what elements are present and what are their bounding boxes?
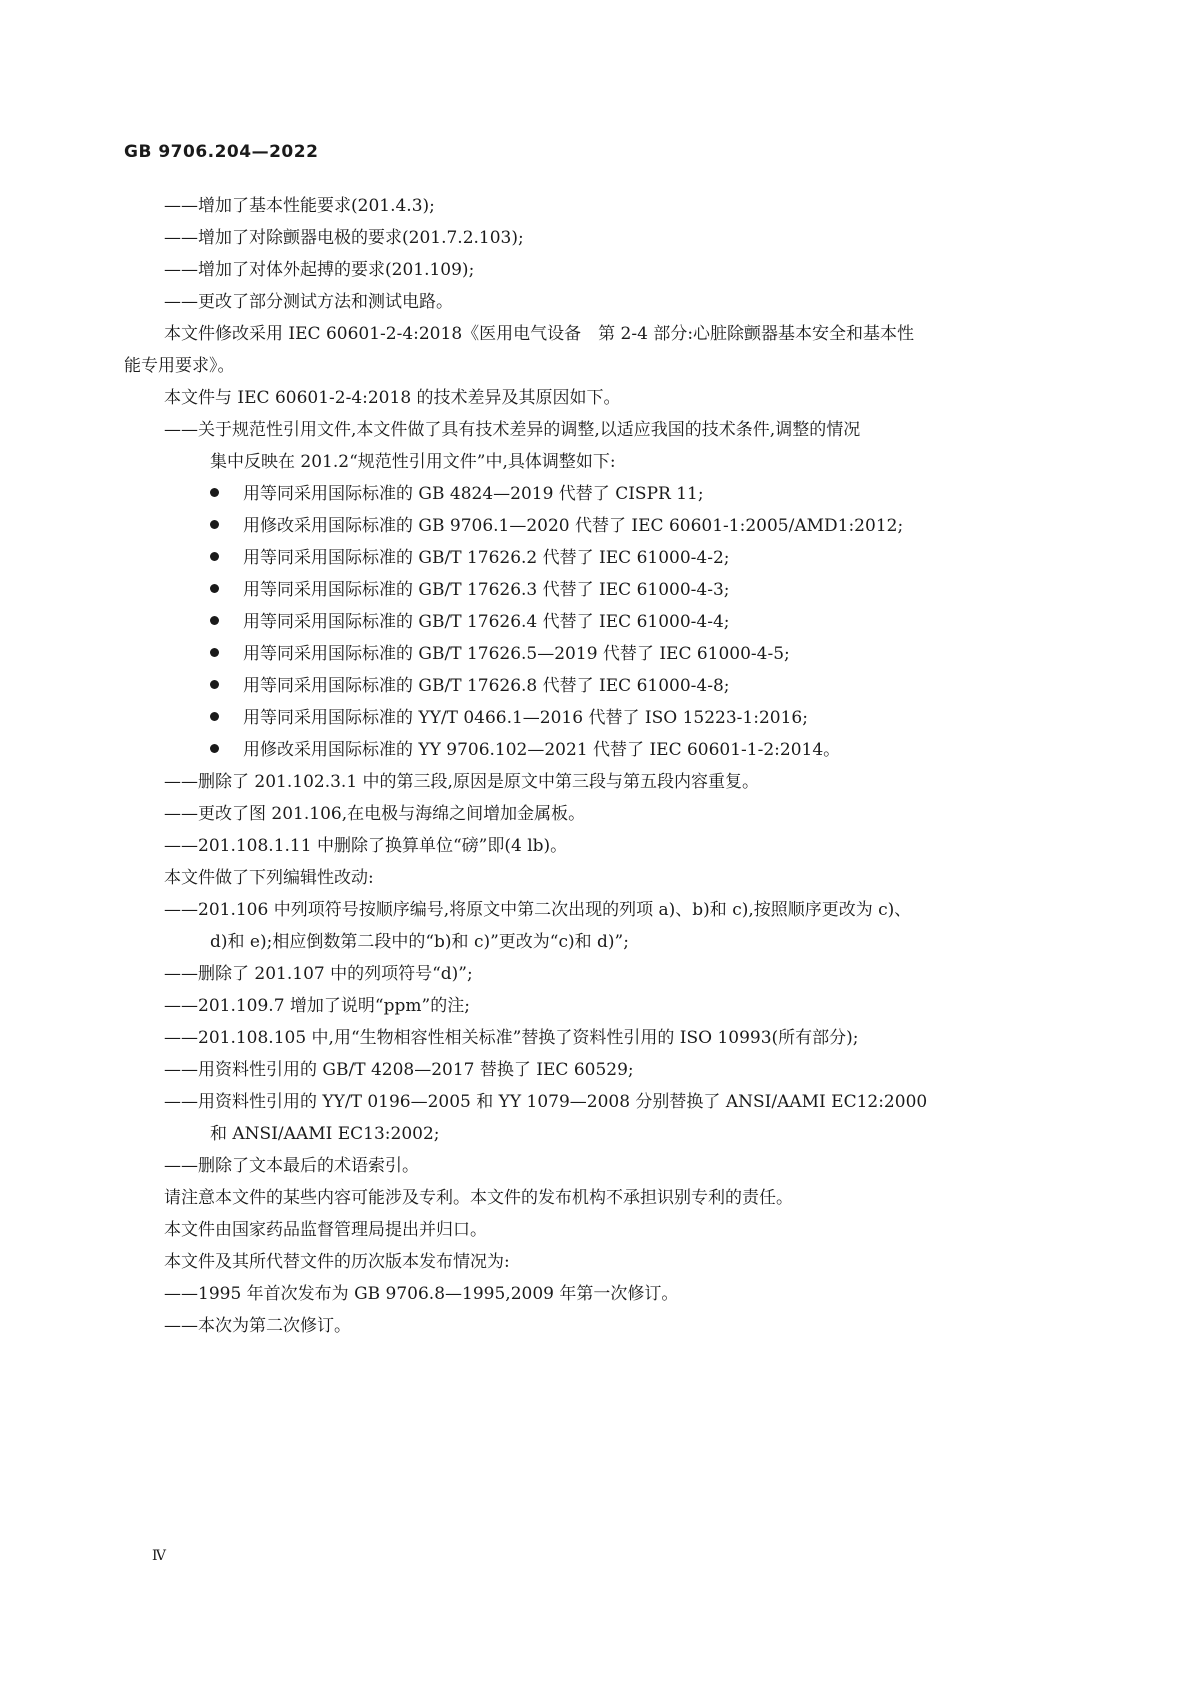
bullet-list-item bbox=[124, 638, 1054, 670]
line-text: 本文件与 IEC 60601-2-4:2018 的技术差异及其原因如下。 bbox=[164, 388, 621, 408]
bullet-icon bbox=[210, 584, 219, 593]
dash-list-item bbox=[124, 894, 1054, 926]
bullet-icon bbox=[210, 520, 219, 529]
dash-list-item bbox=[124, 1310, 1054, 1342]
bullet-list-item bbox=[124, 574, 1054, 606]
line-text: 用等同采用国际标准的 GB 4824—2019 代替了 CISPR 11; bbox=[243, 484, 704, 504]
dash-list-item bbox=[124, 798, 1054, 830]
line-text: 本文件及其所代替文件的历次版本发布情况为: bbox=[164, 1252, 510, 1272]
dash-list-item bbox=[124, 1054, 1054, 1086]
bullet-list-item bbox=[124, 670, 1054, 702]
dash-list-item bbox=[124, 222, 1054, 254]
continuation-line bbox=[124, 446, 1054, 478]
line-text: 本文件做了下列编辑性改动: bbox=[164, 868, 374, 888]
bullet-list-item bbox=[124, 478, 1054, 510]
bullet-list-item bbox=[124, 606, 1054, 638]
line-text: ——用资料性引用的 GB/T 4208—2017 替换了 IEC 60529; bbox=[164, 1060, 634, 1080]
dash-list-item bbox=[124, 190, 1054, 222]
bullet-list-item bbox=[124, 542, 1054, 574]
dash-list-item bbox=[124, 990, 1054, 1022]
bullet-list-item bbox=[124, 702, 1054, 734]
bullet-icon bbox=[210, 744, 219, 753]
paragraph-line bbox=[124, 1214, 1054, 1246]
line-text: 本文件修改采用 IEC 60601-2-4:2018《医用电气设备 第 2-4 部分:心脏除颤器基本安全和基本性 bbox=[164, 324, 915, 344]
line-text: ——用资料性引用的 YY/T 0196—2005 和 YY 1079—2008 分别替换了 ANSI/AAMI EC12:2000 bbox=[164, 1092, 928, 1112]
continuation-line bbox=[124, 926, 1054, 958]
dash-list-item bbox=[124, 958, 1054, 990]
line-text: ——201.108.1.11 中删除了换算单位“磅”即(4 lb)。 bbox=[164, 836, 568, 856]
paragraph-line bbox=[124, 350, 1054, 382]
line-text: ——增加了基本性能要求(201.4.3); bbox=[164, 196, 435, 216]
page-number: Ⅳ bbox=[152, 1548, 166, 1564]
bullet-icon bbox=[210, 648, 219, 657]
paragraph-line bbox=[124, 862, 1054, 894]
paragraph-line bbox=[124, 1246, 1054, 1278]
line-text: ——删除了 201.107 中的列项符号“d)”; bbox=[164, 964, 473, 984]
line-text: d)和 e);相应倒数第二段中的“b)和 c)”更改为“c)和 d)”; bbox=[210, 932, 629, 952]
bullet-icon bbox=[210, 552, 219, 561]
line-text: ——更改了部分测试方法和测试电路。 bbox=[164, 292, 453, 312]
dash-list-item bbox=[124, 1022, 1054, 1054]
document-id: GB 9706.204—2022 bbox=[124, 142, 319, 162]
bullet-icon bbox=[210, 680, 219, 689]
line-text: 用等同采用国际标准的 YY/T 0466.1—2016 代替了 ISO 15223-1:2016; bbox=[243, 708, 808, 728]
line-text: 用等同采用国际标准的 GB/T 17626.8 代替了 IEC 61000-4-8; bbox=[243, 676, 730, 696]
dash-list-item bbox=[124, 1150, 1054, 1182]
line-text: ——删除了文本最后的术语索引。 bbox=[164, 1156, 419, 1176]
line-text: 用修改采用国际标准的 GB 9706.1—2020 代替了 IEC 60601-1:2005/AMD1:2012; bbox=[243, 516, 904, 536]
paragraph-line bbox=[124, 318, 1054, 350]
line-text: 用等同采用国际标准的 GB/T 17626.4 代替了 IEC 61000-4-4; bbox=[243, 612, 730, 632]
line-text: 用等同采用国际标准的 GB/T 17626.5—2019 代替了 IEC 61000-4-5; bbox=[243, 644, 790, 664]
line-text: 用等同采用国际标准的 GB/T 17626.2 代替了 IEC 61000-4-2; bbox=[243, 548, 730, 568]
line-text: ——201.108.105 中,用“生物相容性相关标准”替换了资料性引用的 ISO 10993(所有部分); bbox=[164, 1028, 859, 1048]
line-text: 能专用要求》。 bbox=[124, 356, 235, 376]
line-text: ——删除了 201.102.3.1 中的第三段,原因是原文中第三段与第五段内容重复。 bbox=[164, 772, 759, 792]
dash-list-item bbox=[124, 1086, 1054, 1118]
line-text: ——201.109.7 增加了说明“ppm”的注; bbox=[164, 996, 470, 1016]
line-text: 用修改采用国际标准的 YY 9706.102—2021 代替了 IEC 60601-1-2:2014。 bbox=[243, 740, 841, 760]
line-text: 集中反映在 201.2“规范性引用文件”中,具体调整如下: bbox=[210, 452, 616, 472]
dash-list-item bbox=[124, 766, 1054, 798]
bullet-list-item bbox=[124, 510, 1054, 542]
line-text: 本文件由国家药品监督管理局提出并归口。 bbox=[164, 1220, 487, 1240]
line-text: ——201.106 中列项符号按顺序编号,将原文中第二次出现的列项 a)、b)和 c),按照顺序更改为 c)、 bbox=[164, 900, 912, 920]
line-text: ——关于规范性引用文件,本文件做了具有技术差异的调整,以适应我国的技术条件,调整的情况 bbox=[164, 420, 861, 440]
line-text: 用等同采用国际标准的 GB/T 17626.3 代替了 IEC 61000-4-3; bbox=[243, 580, 730, 600]
bullet-icon bbox=[210, 712, 219, 721]
bullet-icon bbox=[210, 488, 219, 497]
bullet-icon bbox=[210, 616, 219, 625]
continuation-line bbox=[124, 1118, 1054, 1150]
document-body bbox=[124, 190, 1054, 1342]
paragraph-line bbox=[124, 1182, 1054, 1214]
line-text: ——增加了对体外起搏的要求(201.109); bbox=[164, 260, 475, 280]
line-text: 请注意本文件的某些内容可能涉及专利。本文件的发布机构不承担识别专利的责任。 bbox=[164, 1188, 793, 1208]
line-text: ——增加了对除颤器电极的要求(201.7.2.103); bbox=[164, 228, 524, 248]
line-text: ——更改了图 201.106,在电极与海绵之间增加金属板。 bbox=[164, 804, 586, 824]
paragraph-line bbox=[124, 382, 1054, 414]
dash-list-item bbox=[124, 254, 1054, 286]
line-text: ——本次为第二次修订。 bbox=[164, 1316, 351, 1336]
line-text: 和 ANSI/AAMI EC13:2002; bbox=[210, 1124, 440, 1144]
bullet-list-item bbox=[124, 734, 1054, 766]
dash-list-item bbox=[124, 830, 1054, 862]
line-text: ——1995 年首次发布为 GB 9706.8—1995,2009 年第一次修订。 bbox=[164, 1284, 679, 1304]
dash-list-item bbox=[124, 414, 1054, 446]
dash-list-item bbox=[124, 286, 1054, 318]
dash-list-item bbox=[124, 1278, 1054, 1310]
